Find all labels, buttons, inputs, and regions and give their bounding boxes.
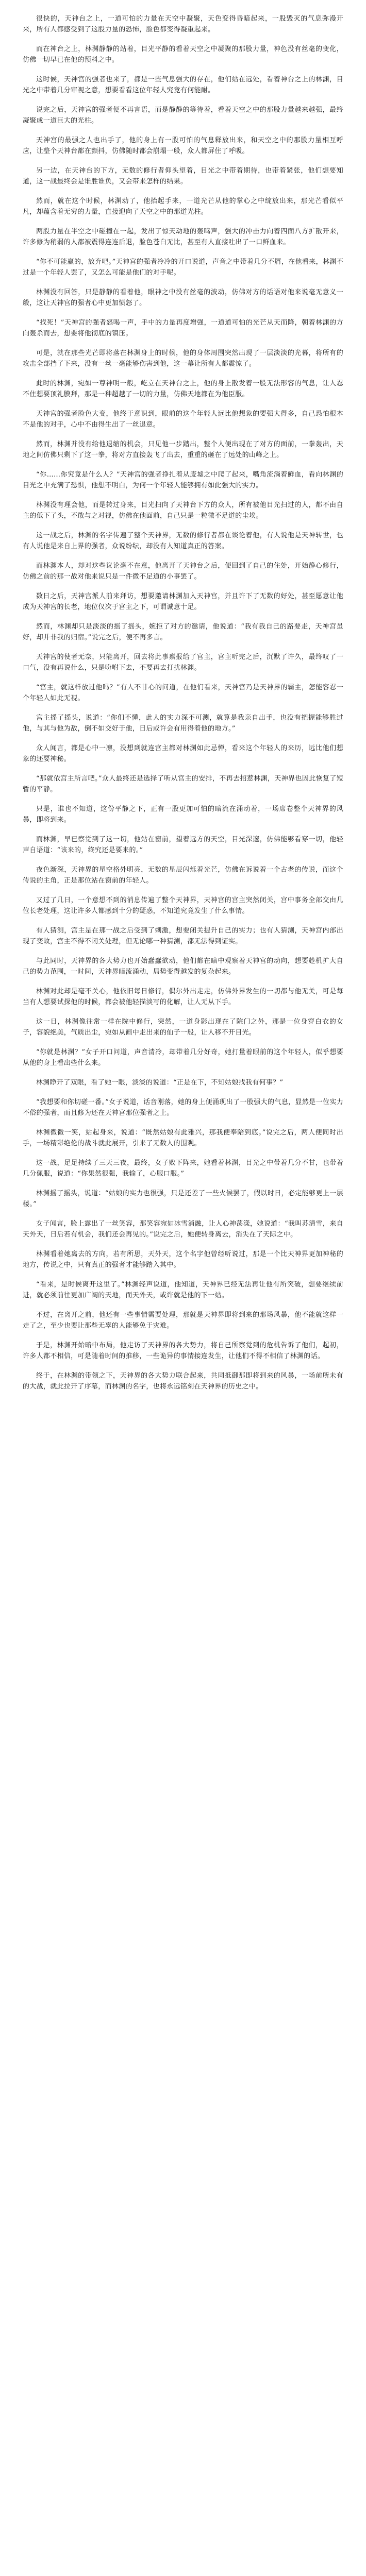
paragraph: 说完之后，天神宫的强者便不再言语，而是静静的等待着，看着天空之中的那股力量越来越强，最终凝聚成一道巨大的光柱。	[23, 106, 343, 125]
paragraph: 女子闻言，脸上露出了一丝笑容，那笑容宛如冰雪消融，让人心神荡漾，她说道：“我叫苏清雪，来自天外天，日后若有机会，我们还会再见的。”说完之后，她便转身离去，消失在了天际之中。	[23, 1220, 343, 1239]
paragraph: 夜色渐深，天神界的星空格外明亮，无数的星辰闪烁着光芒，仿佛在诉说着一个古老的传说，而这个传说的主角，正是那位站在窗前的年轻人。	[23, 866, 343, 885]
paragraph: “找死！”天神宫的强者怒喝一声，手中的力量再度增强，一道道可怕的光芒从天而降，朝着林渊的方向轰杀而去，想要将他彻底的镇压。	[23, 319, 343, 337]
paragraph: 众人闻言，都是心中一凛，没想到就连宫主都对林渊如此忌惮，看来这个年轻人的来历，远比他们想象的还要神秘。	[23, 744, 343, 763]
paragraph: 天神宫的使者无奈，只能离开，回去将此事禀报给了宫主，宫主听完之后，沉默了许久，最终叹了一口气，没有再说什么，只是吩咐下去，不要再去打扰林渊。	[23, 653, 343, 672]
paragraph: 两股力量在半空之中碰撞在一起，发出了惊天动地的轰鸣声，强大的冲击力向着四面八方扩散开来，许多修为稍弱的人都被震得连连后退，脸色苍白无比，甚至有人直接吐出了一口鲜血来。	[23, 228, 343, 246]
paragraph: 宫主摇了摇头，说道：“你们不懂，此人的实力深不可测，就算是我亲自出手，也没有把握能够胜过他，与其与他为敌，倒不如交好于他，日后或许会有用得着他的地方。”	[23, 714, 343, 733]
paragraph: 林渊没有理会他，而是转过身来，目光扫向了天神台下方的众人，所有被他目光扫过的人，都不由自主的低下了头，不敢与之对视，仿佛在他面前，自己只是一粒微不足道的尘埃。	[23, 501, 343, 520]
paragraph: 而林渊本人，却对这些议论毫不在意，他离开了天神台之后，便回到了自己的住处，开始静心修行，仿佛之前的那一战对他来说只是一件微不足道的小事罢了。	[23, 562, 343, 581]
paragraph: “宫主，就这样放过他吗？”有人不甘心的问道，在他们看来，天神宫乃是天神界的霸主，怎能容忍一个年轻人如此无视。	[23, 684, 343, 702]
paragraph: 此时的林渊，宛如一尊神明一般，屹立在天神台之上，他的身上散发着一股无法形容的气息，让人忍不住想要顶礼膜拜，那是一种超越了一切的力量，仿佛天地都在为他臣服。	[23, 380, 343, 398]
paragraph: “我想要和你切磋一番。”女子说道，话音刚落，她的身上便涌现出了一股强大的气息，显然是一位实力不俗的强者，而且修为还在天神宫那位强者之上。	[23, 1098, 343, 1117]
paragraph: 这一日，林渊像往常一样在院中修行，突然，一道身影出现在了院门之外，那是一位身穿白衣的女子，容貌绝美，气质出尘，宛如从画中走出来的仙子一般，让人移不开目光。	[23, 1018, 343, 1037]
paragraph: 这一战，足足持续了三天三夜，最终，女子败下阵来，她看着林渊，目光之中带着几分不甘，也带着几分佩服，说道：“你果然很强，我输了，心服口服。”	[23, 1159, 343, 1178]
paragraph: 另一边，在天神台的下方，无数的修行者仰头望着，目光之中带着期待，也带着紧张，他们想要知道，这一战最终会是谁胜谁负，又会带来怎样的结果。	[23, 167, 343, 185]
paragraph: 然而，林渊并没有给他退缩的机会，只见他一步踏出，整个人便出现在了对方的面前，一拳轰出，天地之间仿佛只剩下了这一拳，将对方直接轰飞了出去，重重的砸在了远处的山峰之上。	[23, 440, 343, 459]
paragraph: 天神宫的最强之人也出手了，他的身上有一股可怕的气息释放出来，和天空之中的那股力量相互呼应，让整个天神台都在颤抖，仿佛随时都会崩塌一般，众人都屏住了呼吸。	[23, 137, 343, 155]
paragraph: 这时候，天神宫的强者也来了，都是一些气息强大的存在，他们站在远处，看着神台之上的林渊，目光之中带着几分审视之意，想要看看这位年轻人究竟有何能耐。	[23, 76, 343, 94]
paragraph: 与此同时，天神界的各大势力也开始蠢蠢欲动，他们都在暗中观察着天神宫的动向，想要趁机扩大自己的势力范围，一时间，天神界暗流涌动，局势变得越发的复杂起来。	[23, 957, 343, 976]
paragraph: “你不可能赢的，放弃吧。”天神宫的强者冷冷的开口说道，声音之中带着几分不屑，在他看来，林渊不过是一个年轻人罢了，又怎么可能是他们的对手呢。	[23, 258, 343, 277]
paragraph: 然而，就在这个时候，林渊动了，他抬起手来，一道光芒从他的掌心之中绽放出来，那光芒看似平凡，却蕴含着无穷的力量，直接迎向了天空之中的那道光柱。	[23, 197, 343, 216]
paragraph: 终于，在林渊的带领之下，天神界的各大势力联合起来，共同抵御那即将到来的风暴，一场前所未有的大战，就此拉开了序幕，而林渊的名字，也将永远铭刻在天神界的历史之中。	[23, 1372, 343, 1391]
paragraph: 林渊睁开了双眼，看了她一眼，淡淡的说道：“正是在下，不知姑娘找我有何事？”	[36, 1079, 284, 1087]
paragraph: 很快的，天神台之上，一道可怕的力量在天空中凝聚，天色变得昏暗起来，一股毁灭的气息弥漫开来，所有人都感受到了这股力量的恐怖，脸色都变得凝重起来。	[23, 15, 343, 33]
paragraph: 而在神台之上，林渊静静的站着，目光平静的看着天空之中凝聚的那股力量，神色没有丝毫的变化，仿佛一切早已在他的预料之中。	[23, 45, 343, 64]
paragraph: 可是，就在那些光芒即将落在林渊身上的时候，他的身体周围突然出现了一层淡淡的光幕，将所有的攻击全部挡了下来，没有一丝一毫能够伤害到他，这一幕让所有人都震惊了。	[23, 349, 343, 368]
paragraph: “你就是林渊？”女子开口问道，声音清冷，却带着几分好奇，她打量着眼前的这个年轻人，似乎想要从他的身上看出些什么来。	[23, 1048, 343, 1067]
paragraph: “那就依宫主所言吧。”众人最终还是选择了听从宫主的安排，不再去招惹林渊，天神界也因此恢复了短暂的平静。	[23, 775, 343, 793]
paragraph: 这一战之后，林渊的名字传遍了整个天神界，无数的修行者都在谈论着他，有人说他是天神转世，也有人说他是来自上界的强者，众说纷纭，却没有人知道真正的答案。	[23, 532, 343, 550]
paragraph: 然而，林渊却只是淡淡的摇了摇头，婉拒了对方的邀请，他说道：“我有我自己的路要走，天神宫虽好，却并非我的归宿。”说完之后，便不再多言。	[23, 623, 343, 641]
paragraph: 林渊摇了摇头，说道：“姑娘的实力也很强，只是还差了一些火候罢了，假以时日，必定能够更上一层楼。”	[23, 1190, 343, 1208]
paragraph: 不过，在离开之前，他还有一些事情需要处理，那就是天神界即将到来的那场风暴，他不能就这样一走了之，至少也要让那些无辜的人能够免于灾难。	[23, 1311, 343, 1330]
paragraph: 有人猜测，宫主是在那一战之后受到了刺激，想要闭关提升自己的实力；也有人猜测，天神宫内部出现了变故，宫主不得不闭关处理，但无论哪一种猜测，都无法得到证实。	[23, 927, 343, 945]
paragraph: “你……你究竟是什么人？”天神宫的强者挣扎着从废墟之中爬了起来，嘴角流淌着鲜血，看向林渊的目光之中充满了恐惧，他想不明白，为何一个年轻人能够拥有如此强大的实力。	[23, 471, 343, 489]
paragraph: 于是，林渊开始暗中布局，他走访了天神界的各大势力，将自己所察觉到的危机告诉了他们，起初，许多人都不相信，可是随着时间的推移，一些诡异的事情接连发生，让他们不得不相信了林渊的话。	[23, 1342, 343, 1360]
paragraph: 又过了几日，一个意想不到的消息传遍了整个天神界，天神宫的宫主突然闭关，宫中事务全部交由几位长老处理，这让许多人都感到十分的疑惑，不知道究竟发生了什么事情。	[23, 896, 343, 915]
paragraph: 林渊没有回答，只是静静的看着他，眼神之中没有丝毫的波动，仿佛对方的话语对他来说毫无意义一般，这让天神宫的强者心中更加愤怒了。	[23, 289, 343, 307]
paragraph: 数日之后，天神宫派人前来拜访，想要邀请林渊加入天神宫，并且许下了无数的好处，甚至愿意让他成为天神宫的长老，地位仅次于宫主之下，可谓诚意十足。	[23, 592, 343, 611]
paragraph: 天神宫的强者脸色大变，他终于意识到，眼前的这个年轻人远比他想象的要强大得多，自己恐怕根本不是他的对手，心中不由得生出了一丝退意。	[23, 410, 343, 429]
paragraph: 林渊对此却是毫不关心，他依旧每日修行，偶尔外出走走，仿佛外界发生的一切都与他无关，可是每当有人想要试探他的时候，都会被他轻描淡写的化解，让人无从下手。	[23, 988, 343, 1006]
paragraph: “看来，是时候离开这里了。”林渊轻声说道，他知道，天神界已经无法再让他有所突破，想要继续前进，就必须前往更加广阔的天地，而天外天，或许就是他的下一站。	[23, 1281, 343, 1299]
paragraph: 林渊微微一笑，站起身来，说道：“既然姑娘有此雅兴，那我便奉陪到底。”说完之后，两人便同时出手，一场精彩绝伦的战斗就此展开，引来了无数人的围观。	[23, 1129, 343, 1147]
paragraph: 林渊看着她离去的方向，若有所思，天外天，这个名字他曾经听说过，那是一个比天神界更加神秘的地方，传说之中，只有真正的强者才能够踏入其中。	[23, 1250, 343, 1269]
paragraph: 只是，谁也不知道，这份平静之下，正有一股更加可怕的暗流在涌动着，一场席卷整个天神界的风暴，即将到来。	[23, 805, 343, 824]
paragraph: 而林渊，早已察觉到了这一切，他站在窗前，望着远方的天空，目光深邃，仿佛能够看穿一切，他轻声自语道：“该来的，终究还是要来的。”	[23, 836, 343, 854]
